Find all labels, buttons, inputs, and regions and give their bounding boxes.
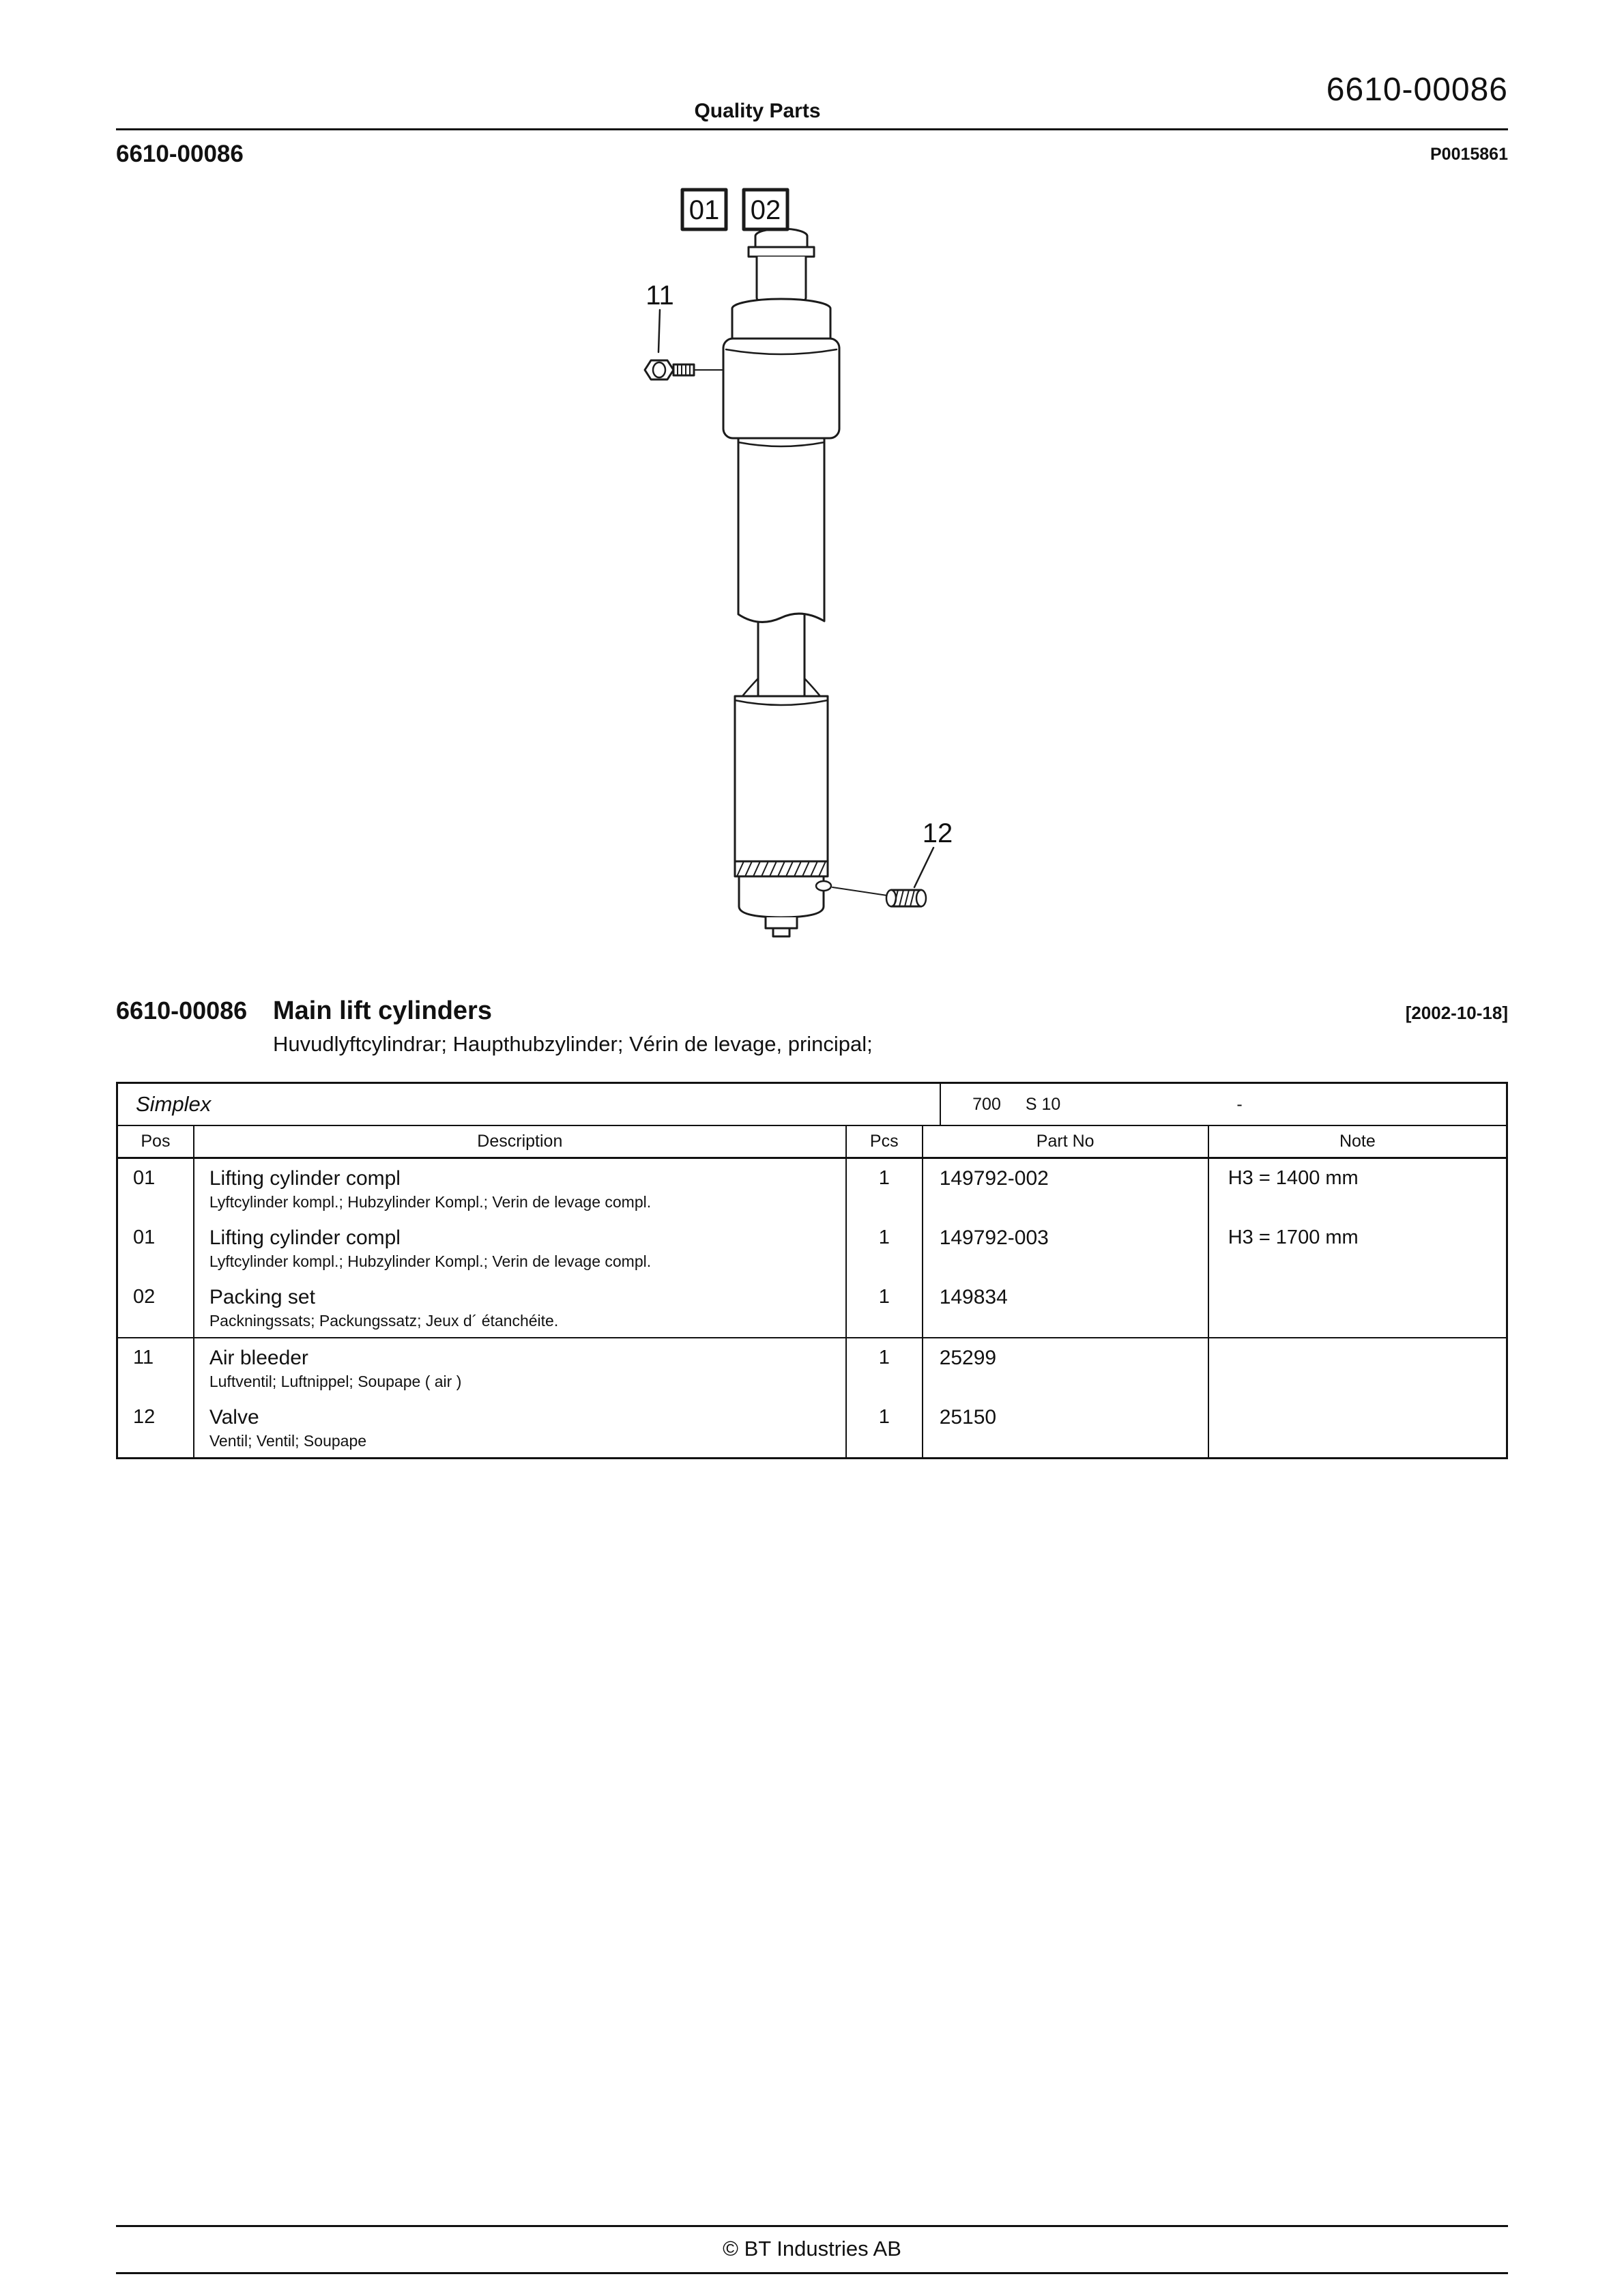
table-row (118, 1338, 1506, 1398)
image-reference-code: P0015861 (1430, 145, 1508, 164)
description-cell (194, 1158, 846, 1218)
description-main: Valve (209, 1405, 259, 1429)
note-cell (1208, 1338, 1506, 1398)
model-spec-a: 700 (972, 1094, 1001, 1114)
model-spec-c: - (1236, 1094, 1243, 1114)
section-subtitle: Huvudlyftcylindrar; Haupthubzylinder; Vérin de levage, principal; (273, 1032, 873, 1056)
description-main: Packing set (209, 1285, 315, 1308)
col-header-note: Note (1208, 1126, 1506, 1158)
description-cell (194, 1338, 846, 1398)
model-specs (941, 1084, 1506, 1125)
note-cell: H3 = 1400 mm (1228, 1166, 1359, 1189)
pcs-cell: 1 (846, 1398, 923, 1457)
pos-cell: 01 (118, 1218, 194, 1278)
note-cell: H3 = 1700 mm (1228, 1226, 1359, 1248)
pcs-cell: 1 (846, 1158, 923, 1218)
callout-box-02: 02 (750, 195, 781, 225)
pcs-cell: 1 (846, 1278, 923, 1338)
table-row (118, 1398, 1506, 1457)
pos-cell: 12 (118, 1398, 194, 1457)
parts-table-body (118, 1158, 1506, 1457)
description-translations: Lyftcylinder kompl.; Hubzylinder Kompl.; Verin de levage compl. (209, 1192, 652, 1211)
partno-cell: 25150 (923, 1398, 1208, 1457)
cylinder-diagram (450, 171, 1078, 983)
section-heading (116, 996, 1508, 1026)
description-translations: Luftventil; Luftnippel; Soupape ( air ) (209, 1372, 462, 1390)
description-translations: Ventil; Ventil; Soupape (209, 1431, 367, 1450)
table-row (118, 1278, 1506, 1338)
doc-number-top-right: 6610-00086 (1326, 72, 1508, 108)
col-header-description: Description (194, 1126, 846, 1158)
partno-cell: 149792-002 (923, 1158, 1208, 1218)
description-cell (194, 1278, 846, 1338)
description-main: Lifting cylinder compl (209, 1166, 401, 1190)
header-rule (116, 128, 1508, 130)
model-name: Simplex (118, 1084, 941, 1125)
description-cell (194, 1218, 846, 1278)
table-row (118, 1158, 1506, 1218)
partno-cell: 25299 (923, 1338, 1208, 1398)
section-title: Main lift cylinders (273, 996, 492, 1025)
col-header-partno: Part No (923, 1126, 1208, 1158)
col-header-pos: Pos (118, 1126, 194, 1158)
description-translations: Lyftcylinder kompl.; Hubzylinder Kompl.; Verin de levage compl. (209, 1252, 652, 1270)
section-number: 6610-00086 (116, 996, 248, 1024)
partno-cell: 149792-003 (923, 1218, 1208, 1278)
description-cell (194, 1398, 846, 1457)
pcs-cell: 1 (846, 1218, 923, 1278)
pos-cell: 11 (118, 1338, 194, 1398)
footer-copyright: © BT Industries AB (723, 2237, 901, 2261)
note-cell (1208, 1398, 1506, 1457)
cylinder-line-art (450, 171, 1078, 983)
description-main: Air bleeder (209, 1346, 308, 1369)
description-main: Lifting cylinder compl (209, 1226, 401, 1249)
callout-11: 11 (646, 281, 674, 311)
header-center-title: Quality Parts (694, 100, 821, 122)
parts-table (116, 1082, 1508, 1459)
col-header-pcs: Pcs (846, 1126, 923, 1158)
partno-cell: 149834 (923, 1278, 1208, 1338)
model-row (118, 1084, 1506, 1126)
note-cell (1208, 1278, 1506, 1338)
description-translations: Packningssats; Packungssatz; Jeux d´ étanchéite. (209, 1311, 559, 1330)
footer (116, 2225, 1508, 2274)
pos-cell: 02 (118, 1278, 194, 1338)
table-row (118, 1218, 1506, 1278)
pos-cell: 01 (118, 1158, 194, 1218)
column-header-row (118, 1126, 1506, 1158)
model-spec-b: S 10 (1025, 1094, 1061, 1114)
section-date: [2002-10-18] (1405, 1003, 1508, 1023)
callout-12: 12 (922, 818, 953, 848)
callout-box-01: 01 (688, 195, 720, 225)
doc-number-left: 6610-00086 (116, 141, 244, 167)
pcs-cell: 1 (846, 1338, 923, 1398)
